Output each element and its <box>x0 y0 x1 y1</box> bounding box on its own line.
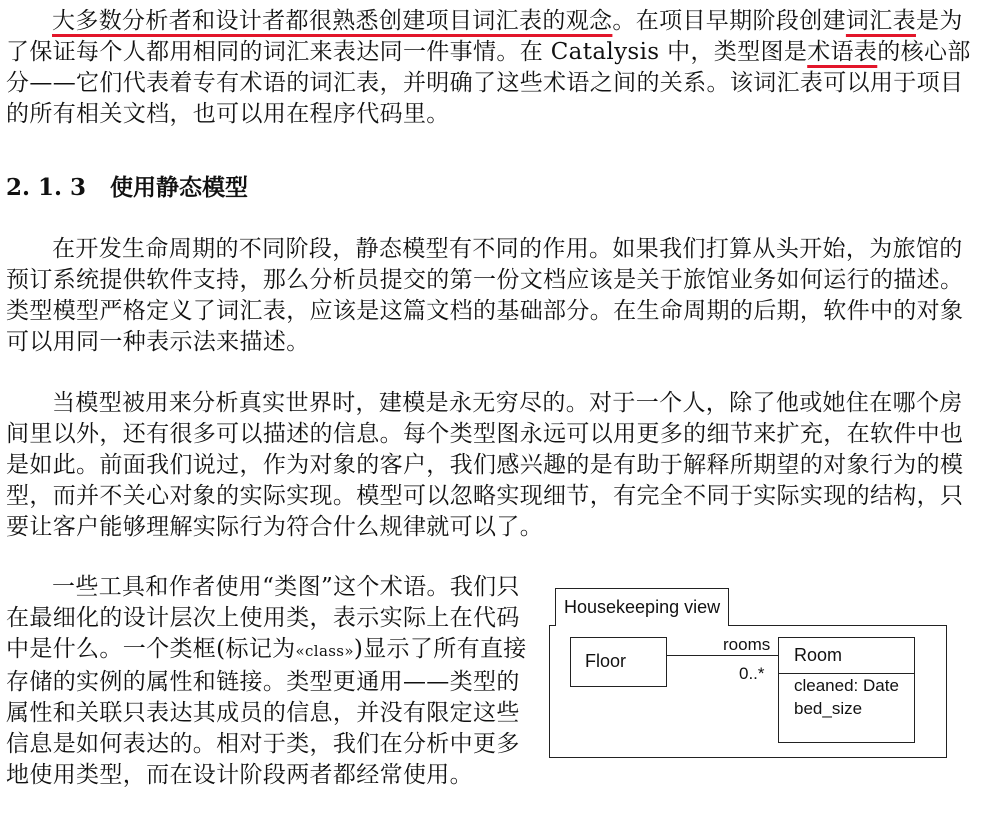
room-type-box <box>778 637 915 743</box>
class-stereotype: «class» <box>295 642 354 660</box>
rooms-association-line <box>667 655 778 656</box>
paragraph-glossary <box>6 6 981 130</box>
paragraph-class-vs-type <box>6 572 538 791</box>
room-type-name: Room <box>779 638 914 674</box>
paragraph-text: )显示了所有直接存储的实例的属性和链接。类型更通用——类型的属性和关联只表达其成员的信息，并没有限定这些信息是如何表达的。相对于类，我们在分析中更多地使用类型，而在设计阶段两者都经常使用。 <box>6 636 527 788</box>
paragraph-modeling-endless: 当模型被用来分析真实世界时，建模是永无穷尽的。对于一个人，除了他或她住在哪个房间里以外，还有很多可以描述的信息。每个类型图永远可以用更多的细节来扩充，在软件中也是如此。前面我们说过，作为对象的客户，我们感兴趣的是有助于解释所期望的对象行为的模型，而并不关心对象的实际实现。模型可以忽略实现细节，有完全不同于实际实现的结构，只要让客户能够理解实际行为符合什么规律就可以了。 <box>6 390 964 540</box>
paragraph-text: 。在项目早期阶段创建 <box>612 8 846 34</box>
term-glossary: 词汇表 <box>845 8 916 34</box>
association-role-label: rooms <box>723 635 771 654</box>
housekeeping-diagram <box>549 588 949 758</box>
paragraph-text: 是为了保证每个人都用相同的词汇来表达同一件事情。在 Catalysis 中，类型图是 <box>6 8 963 65</box>
section-number: 2. 1. 3 <box>6 174 87 201</box>
section-title: 使用静态模型 <box>110 175 249 201</box>
paragraph-static-model-roles: 在开发生命周期的不同阶段，静态模型有不同的作用。如果我们打算从头开始，为旅馆的预订系统提供软件支持，那么分析员提交的第一份文档应该是关于旅馆业务如何运行的描述。类型模型严格定义了词汇表，应该是这篇文档的基础部分。在生命周期的后期，软件中的对象可以用同一种表示法来描述。 <box>6 236 964 355</box>
paragraph-text: 一些工具和作者使用“类图”这个术语。我们只在最细化的设计层次上使用类，表示实际上在代码中是什么。一个类框(标记为 <box>6 574 520 662</box>
association-multiplicity-label: 0..* <box>739 664 765 683</box>
view-name-tab: Housekeeping view <box>555 588 729 626</box>
floor-type-box: Floor <box>570 637 667 687</box>
term-vocabulary: 术语表 <box>807 39 878 65</box>
paragraph-text: 的核心部分——它们代表着专有术语的词汇表，并明确了这些术语之间的关系。该词汇表可以用于项目的所有相关文档，也可以用在程序代码里。 <box>6 39 971 127</box>
underlined-sentence: 大多数分析者和设计者都很熟悉创建项目词汇表的观念 <box>52 8 613 34</box>
section-heading <box>6 172 248 204</box>
room-attribute: bed_size <box>794 699 863 718</box>
room-attribute: cleaned: Date <box>794 676 899 695</box>
